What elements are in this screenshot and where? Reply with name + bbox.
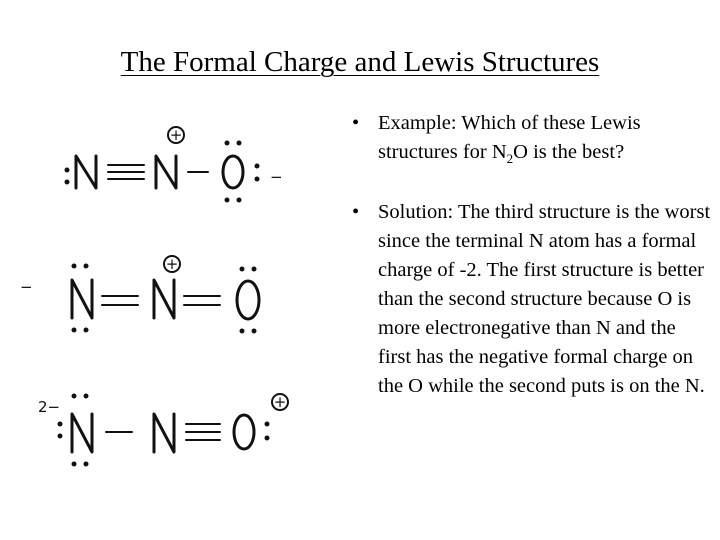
lewis-structure-1 <box>65 126 283 203</box>
bullet-solution <box>352 198 712 401</box>
lewis-structures-drawing <box>20 118 340 478</box>
formal-charge-label: 2− <box>38 398 61 416</box>
bullet-example-text-after: O is the best? <box>513 141 625 163</box>
slide-title-text: The Formal Charge and Lewis Structures <box>120 46 600 78</box>
formal-charge-label: + <box>169 126 183 144</box>
bullet-example-subscript: 2 <box>506 151 514 167</box>
lewis-structure-3 <box>38 393 288 467</box>
slide-title <box>0 44 720 80</box>
formal-charge-label: + <box>273 393 287 411</box>
bullet-list <box>352 109 712 426</box>
formal-charge-label: − <box>270 168 283 186</box>
bullet-solution-text: Solution: The third structure is the worst since the terminal N atom has a formal charge of -2. The first structure is better than the second structure because O is more electronegative than N and the first has the negative formal charge on the O while the second puts is on the N. <box>378 201 711 398</box>
formal-charge-label: + <box>165 255 179 273</box>
bullet-marker: • <box>352 201 360 224</box>
formal-charge-label: − <box>20 278 33 296</box>
bullet-marker: • <box>352 112 360 134</box>
lewis-structures <box>20 118 340 478</box>
bullet-example-text-before: Example: Which of these Lewis structures for N <box>378 112 641 163</box>
lewis-structure-2 <box>20 255 259 334</box>
bullet-example <box>352 109 712 173</box>
